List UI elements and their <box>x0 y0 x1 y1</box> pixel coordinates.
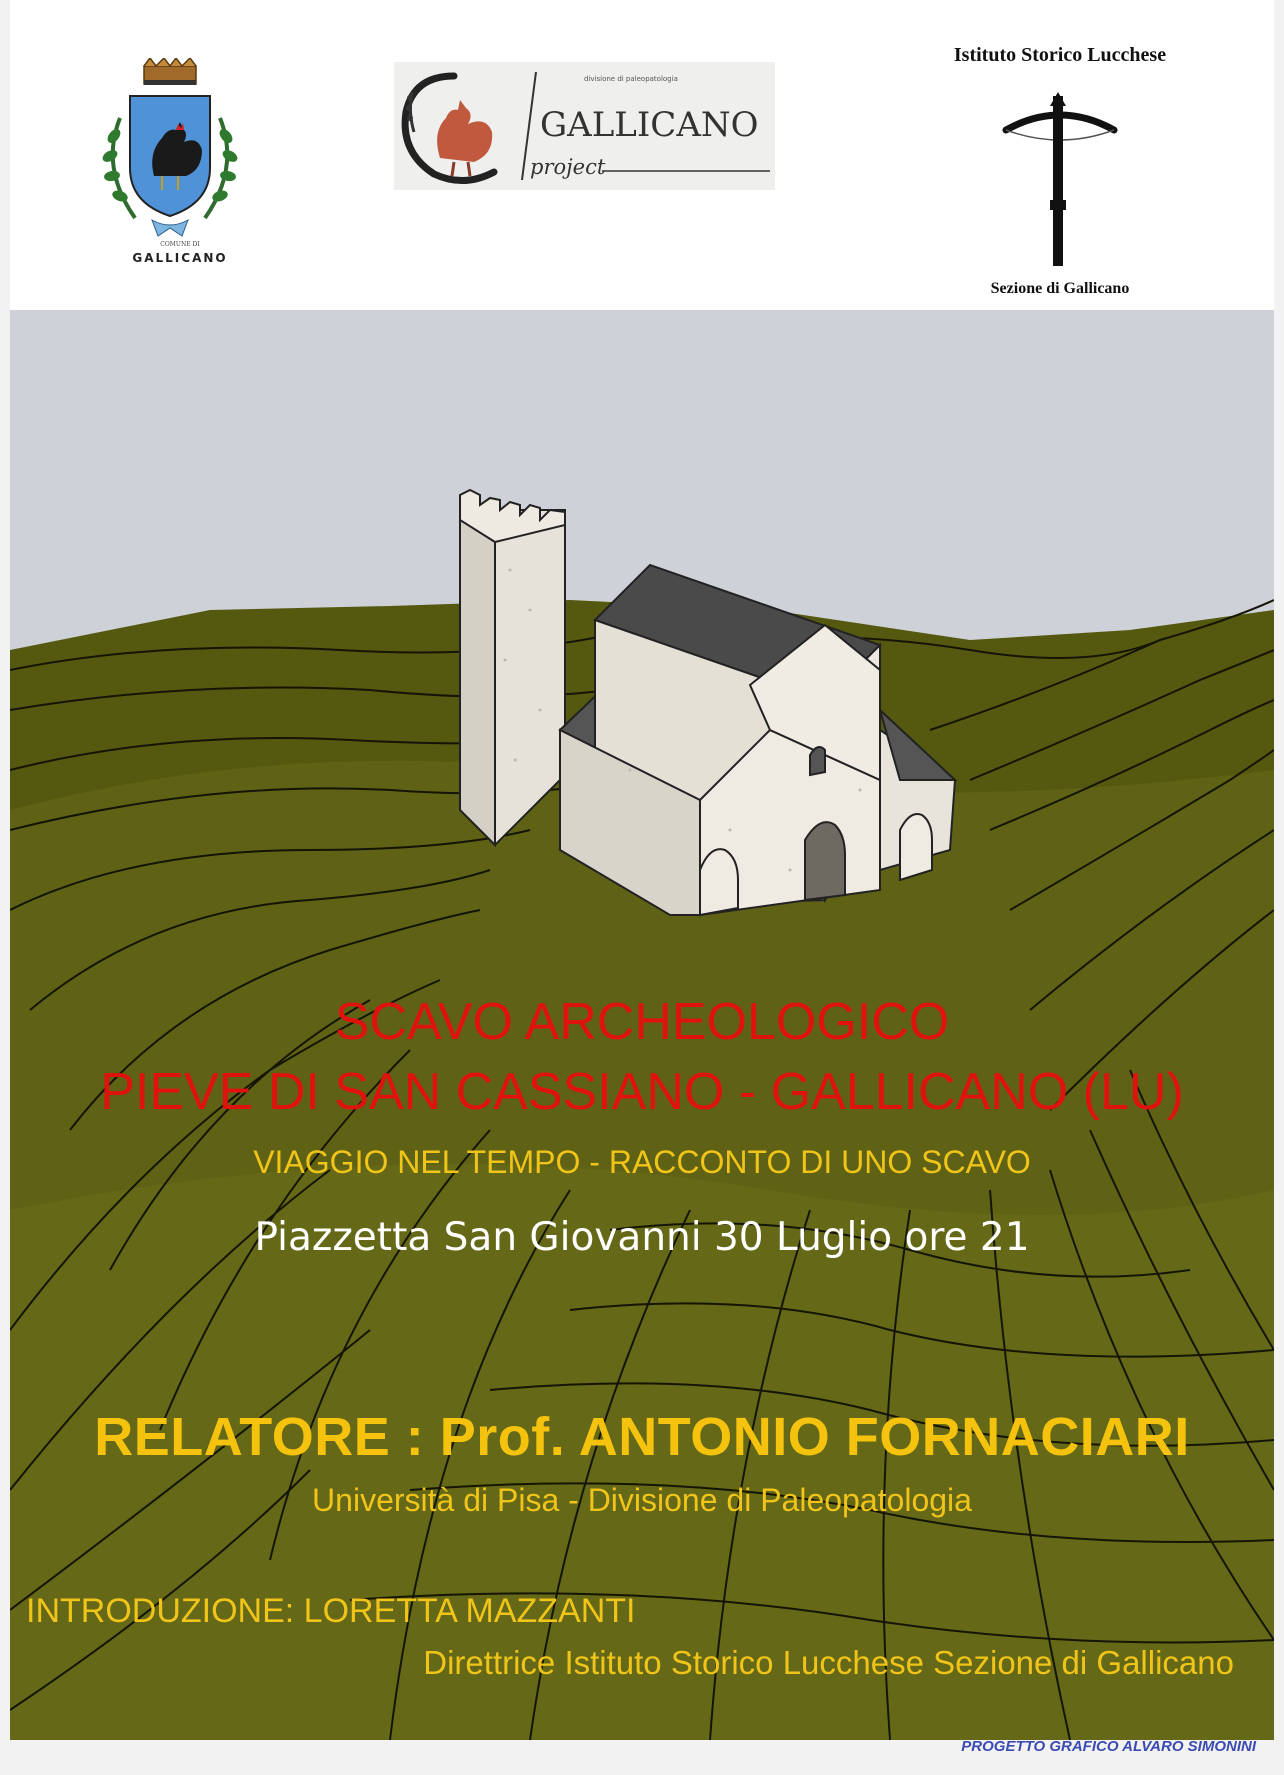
istituto-logo <box>910 40 1210 310</box>
speaker-affiliation: Università di Pisa - Divisione di Paleopatologia <box>312 1482 972 1518</box>
crossbow-icon <box>1000 90 1120 270</box>
comune-name: GALLICANO <box>132 251 228 265</box>
project-logo-name: GALLICANO <box>540 105 759 145</box>
gallicano-project-logo <box>394 62 775 190</box>
logo-header <box>10 0 1274 310</box>
comune-coat-of-arms <box>90 58 270 268</box>
intro-name: INTRODUZIONE: LORETTA MAZZANTI <box>26 1592 636 1630</box>
event-place-time: Piazzetta San Giovanni 30 Luglio ore 21 <box>254 1215 1030 1260</box>
istituto-title: Istituto Storico Lucchese <box>953 44 1167 66</box>
poster <box>10 0 1274 1740</box>
event-title-line1: SCAVO ARCHEOLOGICO <box>334 993 950 1051</box>
project-logo-subtitle: project <box>530 155 606 179</box>
design-credit: PROGETTO GRAFICO ALVARO SIMONINI <box>961 1738 1256 1755</box>
rooster-icon <box>394 62 524 190</box>
speaker-name: RELATORE : Prof. ANTONIO FORNACIARI <box>94 1407 1190 1467</box>
project-small-caption: divisione di paleopatologia <box>584 75 678 83</box>
event-subtitle: VIAGGIO NEL TEMPO - RACCONTO DI UNO SCAVO <box>253 1144 1031 1180</box>
project-underline <box>602 166 772 176</box>
coat-of-arms-icon <box>90 58 270 243</box>
comune-caption: COMUNE DI <box>160 241 200 248</box>
istituto-section: Sezione di Gallicano <box>990 280 1130 297</box>
intro-affiliation: Direttrice Istituto Storico Lucchese Sezione di Gallicano <box>423 1644 1234 1681</box>
event-title-line2: PIEVE DI SAN CASSIANO - GALLICANO (LU) <box>100 1063 1184 1121</box>
